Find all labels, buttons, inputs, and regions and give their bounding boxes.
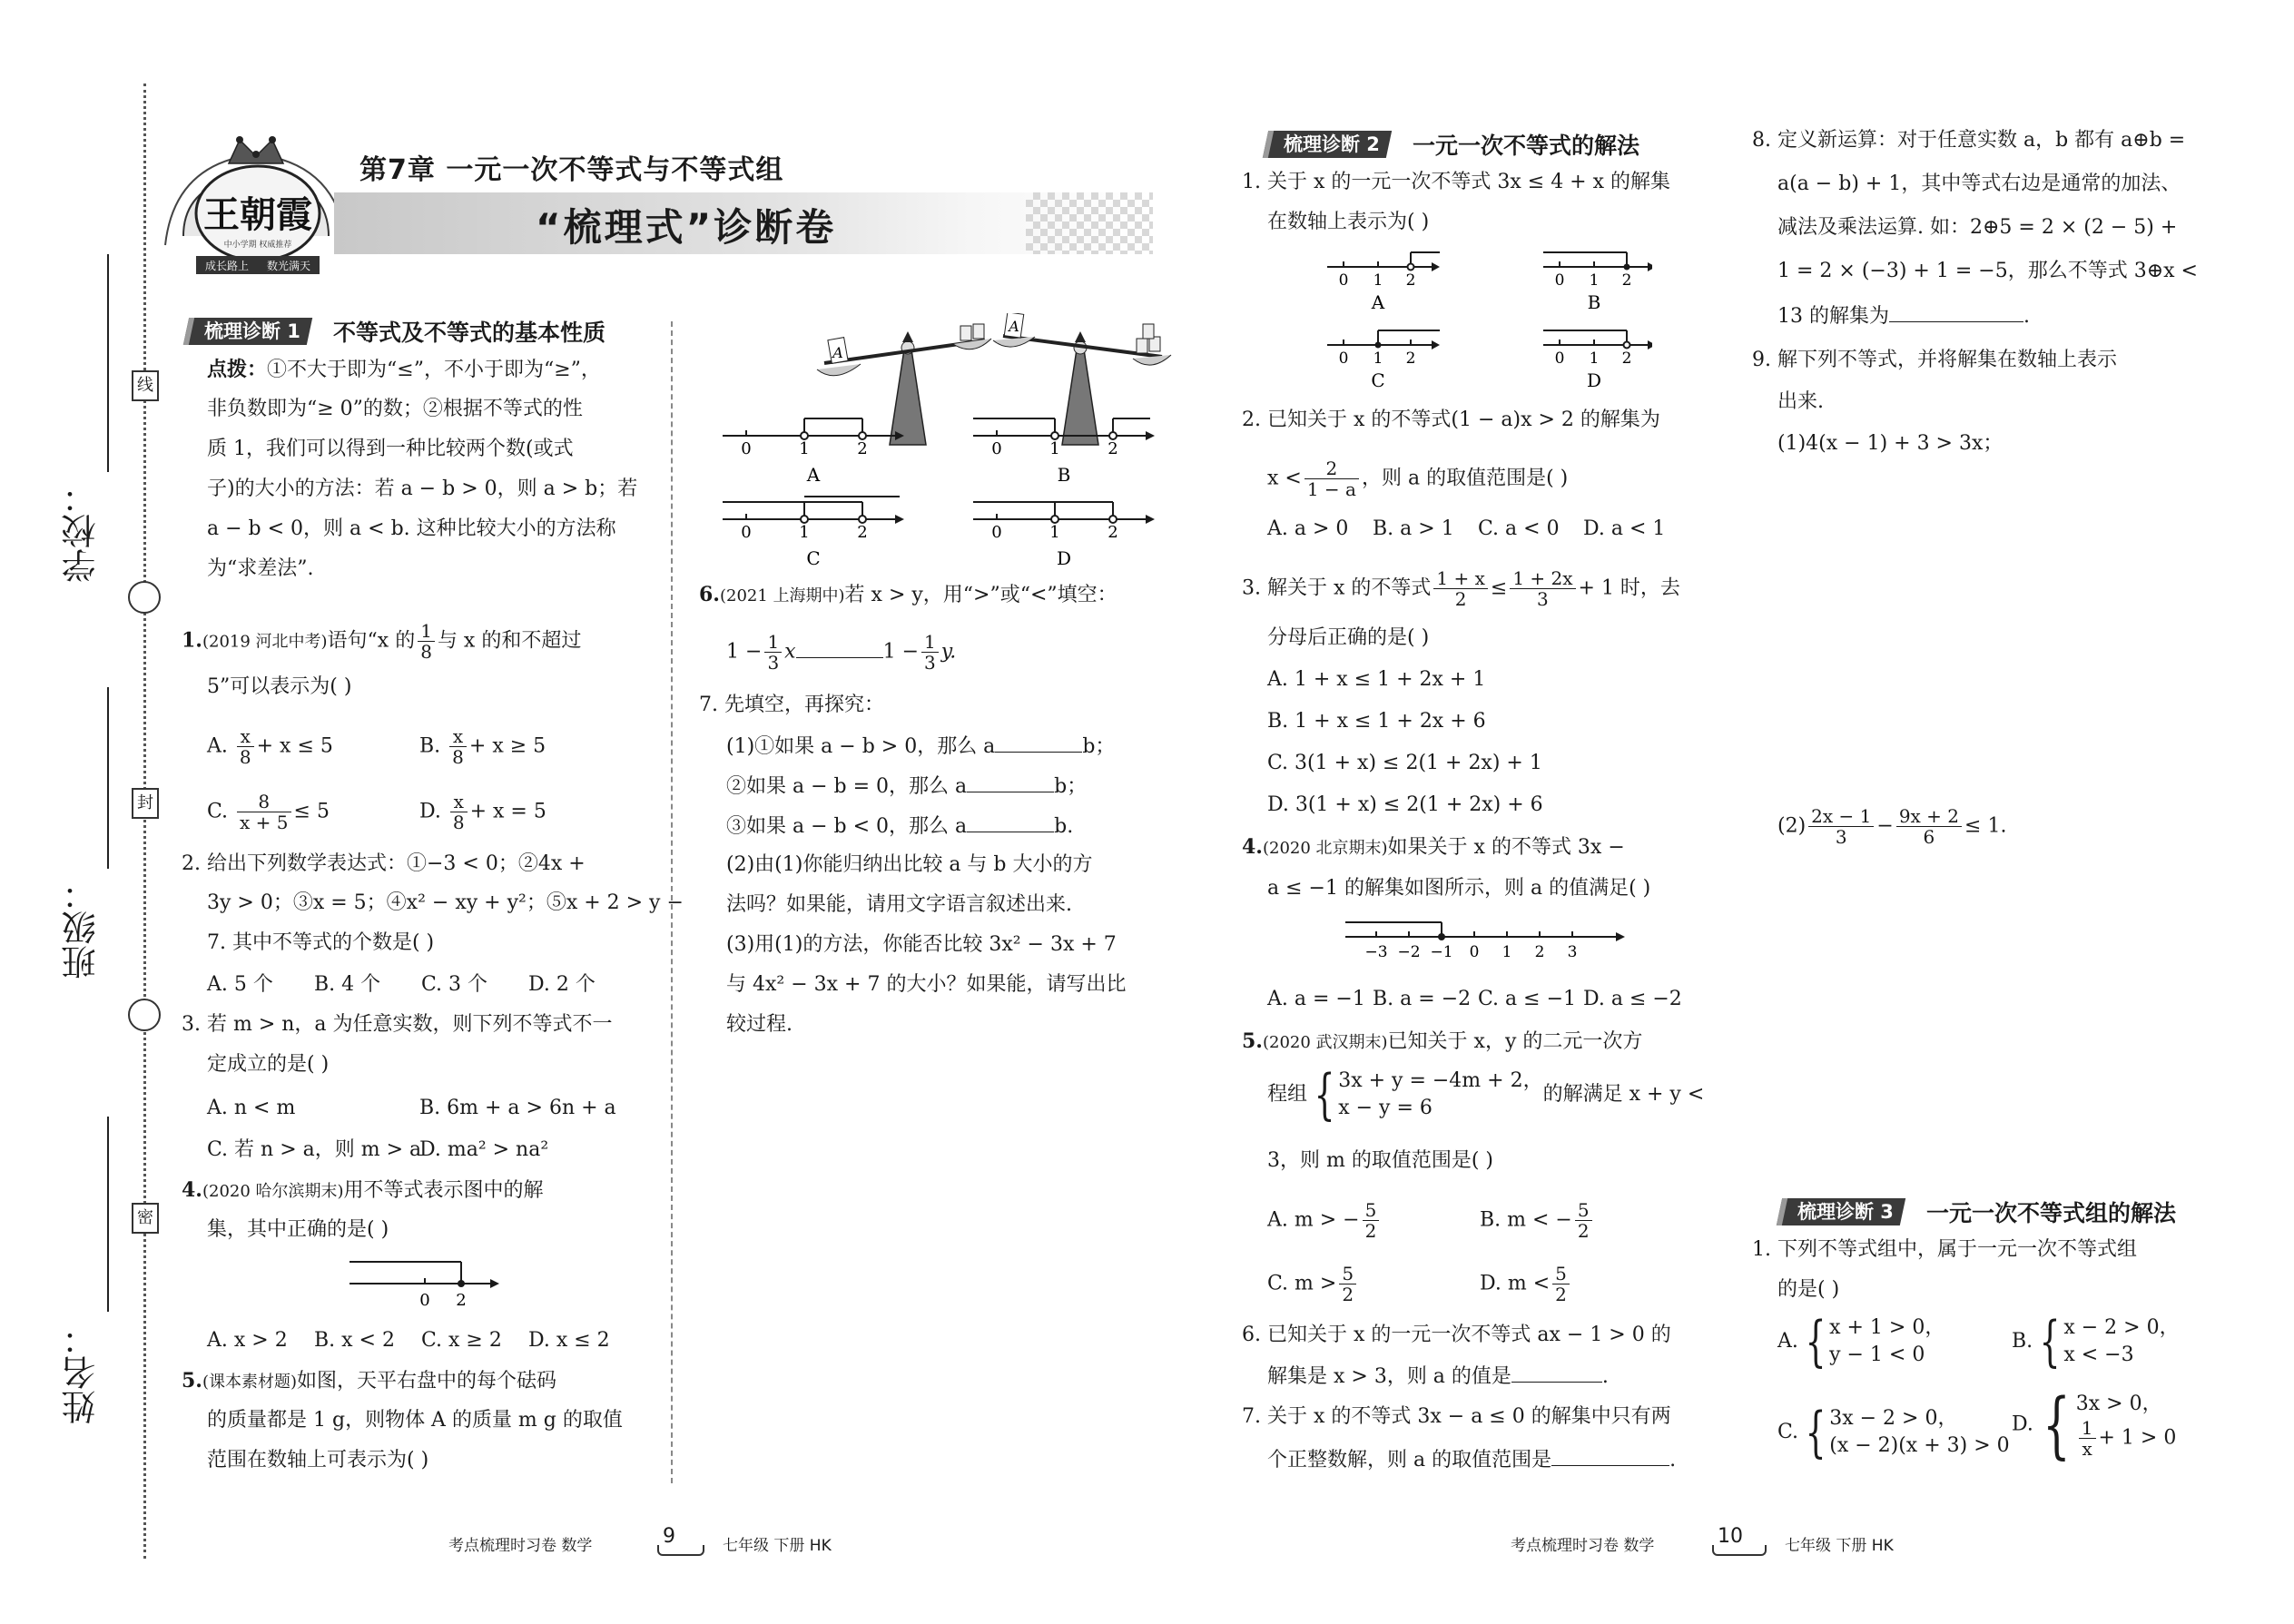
- tip-line-3: 质 1，我们可以得到一种比较两个数(或式: [207, 438, 574, 460]
- tip-line-2: 非负数即为“≥ 0”的数；②根据不等式的性: [207, 398, 583, 420]
- q3-line-2: 定成立的是( ): [207, 1053, 330, 1076]
- s2q4-ticks: [1364, 931, 1577, 961]
- q1-option-d[interactable]: D. $\frac{x}{8}$ + x = 5: [419, 791, 546, 833]
- section-tag-3: 梳理诊断 3: [1797, 1201, 1894, 1223]
- svg-text:0: 0: [741, 439, 752, 458]
- footer-left-page: 9: [663, 1525, 675, 1548]
- section-badge-3: [1779, 1196, 2176, 1227]
- logo-slogan-right: 数光满天: [266, 260, 311, 272]
- svg-text:C: C: [806, 547, 821, 569]
- svg-text:D: D: [1056, 547, 1072, 569]
- q7-line-4: ③如果 a − b < 0，那么 a b.: [726, 812, 1073, 841]
- s2q5-option-a[interactable]: A. m > − $\frac{5}{2}$: [1267, 1200, 1382, 1241]
- svg-text:2: 2: [857, 523, 868, 542]
- q1-line-1: 1.(2019 河北中考)语句“x 的 $\frac{1}{8}$ 与 x 的和不超过: [182, 620, 582, 663]
- q4-option-c[interactable]: C. x ≥ 2: [421, 1329, 502, 1352]
- q3-option-b[interactable]: B. 6m + a > 6n + a: [419, 1097, 616, 1119]
- q7-line-7: (3)用(1)的方法，你能否比较 3x² − 3x + 7: [726, 933, 1117, 956]
- q4-label-0: 0: [419, 1291, 430, 1310]
- q8-line-4: 1 = 2 × (−3) + 1 = −5，那么不等式 3⊕x <: [1777, 260, 2198, 282]
- svg-text:0: 0: [741, 523, 752, 542]
- s2q4-axis-arrow: [1616, 932, 1625, 941]
- s3q1-option-b[interactable]: B. { x − 2 > 0， x < −3: [2012, 1310, 2180, 1373]
- s2q2-option-c[interactable]: C. a < 0: [1478, 517, 1560, 540]
- svg-text:1: 1: [1049, 523, 1060, 542]
- class-label: 班级：: [62, 876, 102, 979]
- s2q4-tick-label: −2: [1397, 943, 1421, 961]
- s2q7-line-2: 个正整数解，则 a 的取值范围是 .: [1267, 1445, 1676, 1474]
- svg-text:0: 0: [991, 523, 1002, 542]
- name-field[interactable]: [107, 1117, 109, 1312]
- q9-part-2: (2) $\frac{2x - 1}{3}$ − $\frac{9x + 2}{6}$ ≤ 1.: [1777, 805, 2007, 848]
- q4-option-b[interactable]: B. x < 2: [314, 1329, 395, 1352]
- s2q6-line-1: 6. 已知关于 x 的一元一次不等式 ax − 1 > 0 的: [1242, 1324, 1671, 1346]
- s2q5-line-3: 3，则 m 的取值范围是( ): [1267, 1149, 1494, 1172]
- svg-text:1: 1: [1373, 271, 1383, 290]
- q8-line-2: a(a − b) + 1，其中等式右边是通常的加法、: [1777, 172, 2181, 195]
- q8-line-1: 8. 定义新运算：对于任意实数 a，b 都有 a⊕b =: [1752, 129, 2186, 152]
- s3q1-line-2: 的是( ): [1777, 1278, 1840, 1301]
- s2q5-option-b[interactable]: B. m < − $\frac{5}{2}$: [1480, 1200, 1595, 1241]
- name-label: 姓名：: [62, 1321, 102, 1424]
- footer-right-grade: 七年级 下册 HK: [1785, 1537, 1894, 1555]
- logo-name: 王朝霞: [203, 193, 312, 236]
- s2q4-line-2: a ≤ −1 的解集如图所示，则 a 的值满足( ): [1267, 877, 1651, 900]
- svg-text:2: 2: [1621, 271, 1632, 290]
- s2q2-line-2: x < $\frac{2}{1 - a}$ ，则 a 的取值范围是( ): [1267, 458, 1569, 500]
- s2q4-line-1: 4.(2020 北京期末)如果关于 x 的不等式 3x −: [1242, 835, 1625, 859]
- binding-mark-feng: 封: [132, 788, 159, 819]
- q1-option-b[interactable]: B. $\frac{x}{8}$ + x ≥ 5: [419, 725, 546, 768]
- s2q1-number-lines: [1325, 245, 1652, 399]
- q7-blank-1[interactable]: [995, 732, 1082, 753]
- logo-tiny: 中小学期 权威推荐: [223, 241, 292, 250]
- s2q3-option-c[interactable]: C. 3(1 + x) ≤ 2(1 + 2x) + 1: [1267, 752, 1542, 774]
- s2q4-option-d[interactable]: D. a ≤ −2: [1583, 988, 1682, 1010]
- weight-label-right: A: [1009, 318, 1019, 335]
- svg-text:D: D: [1586, 369, 1602, 391]
- s2q1-option-a-line[interactable]: [1327, 252, 1440, 313]
- svg-text:1: 1: [1589, 271, 1600, 290]
- s2q4-tick-label: 2: [1534, 943, 1545, 961]
- svg-text:0: 0: [991, 439, 1002, 458]
- s3q1-option-c[interactable]: C. { 3x − 2 > 0， (x − 2)(x + 3) > 0: [1777, 1401, 2010, 1464]
- s2q3-option-b[interactable]: B. 1 + x ≤ 1 + 2x + 6: [1267, 710, 1486, 733]
- school-label: 学校：: [62, 479, 102, 583]
- svg-text:1: 1: [1589, 349, 1600, 368]
- s2q3-line-2: 分母后正确的是( ): [1267, 626, 1430, 649]
- svg-text:A: A: [1371, 291, 1385, 313]
- s2q6-line-2: 解集是 x > 3，则 a 的值是 .: [1267, 1362, 1609, 1391]
- q4-line-1: 4.(2020 哈尔滨期末)用不等式表示图中的解: [182, 1178, 544, 1202]
- svg-text:1: 1: [799, 439, 810, 458]
- q8-line-3: 减法及乘法运算. 如：2⊕5 = 2 × (2 − 5) +: [1777, 216, 2178, 239]
- weight-label-left: A: [832, 344, 843, 361]
- q4-line-2: 集，其中正确的是( ): [207, 1218, 389, 1241]
- s2q2-line-1: 2. 已知关于 x 的不等式(1 − a)x > 2 的解集为: [1242, 408, 1660, 431]
- q5-option-c-line[interactable]: [723, 497, 904, 569]
- s2q7-line-1: 7. 关于 x 的不等式 3x − a ≤ 0 的解集中只有两: [1242, 1405, 1671, 1428]
- s2q5-option-c[interactable]: C. m > $\frac{5}{2}$: [1267, 1264, 1359, 1304]
- class-field[interactable]: [107, 687, 109, 869]
- tip-line-5: a − b < 0，则 a < b. 这种比较大小的方法称: [207, 517, 616, 540]
- s3q1-option-a[interactable]: A. { x + 1 > 0， y − 1 < 0: [1777, 1310, 1945, 1373]
- binding-dotted-line: [143, 84, 146, 1559]
- binding-hole-bottom: [128, 999, 161, 1031]
- q3-line-1: 3. 若 m > n，a 为任意实数，则下列不等式不一: [182, 1013, 613, 1036]
- q3-option-a[interactable]: A. n < m: [207, 1097, 296, 1119]
- q8-line-5: 13 的解集为 .: [1777, 301, 2030, 330]
- q5-line-3: 范围在数轴上可表示为( ): [207, 1449, 429, 1471]
- s2q3-line-1: 3. 解关于 x 的不等式 $\frac{1 + x}{2}$ ≤ $\frac{1 + 2x}{3}$ + 1 时，去: [1242, 567, 1680, 610]
- section-title-2: 一元一次不等式的解法: [1412, 133, 1639, 159]
- footer-right-text: 考点梳理时习卷 数学: [1511, 1537, 1655, 1555]
- q1-option-c[interactable]: C. $\frac{8}{x + 5}$ ≤ 5: [207, 791, 330, 833]
- q7-blank-3[interactable]: [967, 812, 1054, 832]
- section-badge-1: [186, 316, 605, 347]
- q5-line-1: 5.(课本素材题)如图，天平右盘中的每个砝码: [182, 1369, 557, 1393]
- s2q4-option-c[interactable]: C. a ≤ −1: [1478, 988, 1577, 1010]
- q8-answer-blank[interactable]: [1889, 301, 2023, 322]
- svg-text:2: 2: [1621, 349, 1632, 368]
- q7-line-2: (1)①如果 a − b > 0，那么 a b；: [726, 732, 1115, 761]
- school-field[interactable]: [107, 254, 109, 472]
- svg-text:0: 0: [1338, 271, 1349, 290]
- s2q1-line-1: 1. 关于 x 的一元一次不等式 3x ≤ 4 + x 的解集: [1242, 171, 1671, 193]
- column-divider: [671, 321, 673, 1483]
- s2q5-line-1: 5.(2020 武汉期末)已知关于 x，y 的二元一次方: [1242, 1029, 1643, 1053]
- footer-right-page: 10: [1718, 1525, 1743, 1548]
- svg-text:B: B: [1057, 464, 1071, 486]
- q2-line-2: 3y > 0；③x = 5；④x² − xy + y²；⑤x + 2 > y −: [207, 891, 684, 914]
- section-tag-2: 梳理诊断 2: [1284, 133, 1380, 155]
- s2q4-tick-label: 3: [1567, 943, 1578, 961]
- s2q5-option-d[interactable]: D. m < $\frac{5}{2}$: [1480, 1264, 1572, 1304]
- footer-left-text: 考点梳理时习卷 数学: [448, 1537, 593, 1555]
- q7-line-1: 7. 先填空，再探究：: [699, 694, 884, 716]
- page-title: “梳理式”诊断卷: [536, 205, 837, 250]
- q1-option-a[interactable]: A. $\frac{x}{8}$ + x ≤ 5: [207, 725, 333, 768]
- s3q1-option-d[interactable]: D. { 3x > 0， $\frac{1}{x}$ + 1 > 0: [2012, 1382, 2177, 1467]
- q9-line-1: 9. 解下列不等式，并将解集在数轴上表示: [1752, 349, 2117, 371]
- q5-line-2: 的质量都是 1 g，则物体 A 的质量 m g 的取值: [207, 1409, 623, 1432]
- s2q2-option-a[interactable]: A. a > 0: [1267, 517, 1349, 540]
- svg-text:0: 0: [1554, 349, 1565, 368]
- q6-line-1: 6.(2021 上海期中)若 x > y，用“>”或“<”填空：: [699, 583, 1117, 606]
- s2q1-line-2: 在数轴上表示为( ): [1267, 211, 1430, 233]
- section-title-1: 不等式及不等式的基本性质: [332, 320, 605, 346]
- svg-text:1: 1: [1049, 439, 1060, 458]
- q5-number-lines: [714, 413, 1177, 572]
- s2q4-tick-label: 1: [1501, 943, 1512, 961]
- s2q1-option-b-line[interactable]: [1543, 252, 1652, 313]
- q7-line-6: 法吗？如果能，请用文字语言叙述出来.: [726, 893, 1072, 916]
- chapter-title: 第7章 一元一次不等式与不等式组: [359, 154, 784, 186]
- q4-option-d[interactable]: D. x ≤ 2: [528, 1329, 610, 1352]
- q4-solid-dot: [458, 1280, 465, 1287]
- binding-hole-top: [128, 581, 161, 614]
- svg-text:0: 0: [1554, 271, 1565, 290]
- svg-text:1: 1: [799, 523, 810, 542]
- s2q4-tick-label: −1: [1430, 943, 1453, 961]
- tip-line-6: 为“求差法”.: [207, 557, 314, 580]
- q7-line-8: 与 4x² − 3x + 7 的大小？如果能，请写出比: [726, 973, 1127, 996]
- q9-line-2: 出来.: [1777, 390, 1824, 413]
- svg-text:2: 2: [1108, 439, 1118, 458]
- svg-text:2: 2: [1108, 523, 1118, 542]
- q6-line-2: 1 − $\frac{1}{3}$ x 1 − $\frac{1}{3}$ y.: [726, 631, 957, 674]
- s2q1-option-c-line[interactable]: [1327, 330, 1440, 391]
- s2q3-option-a[interactable]: A. 1 + x ≤ 1 + 2x + 1: [1267, 668, 1486, 691]
- s2q5-line-2: 程组 { 3x + y = −4m + 2， x − y = 6 的解满足 x + y <: [1267, 1063, 1705, 1127]
- logo-slogan-left: 成长路上: [204, 260, 250, 272]
- q7-line-9: 较过程.: [726, 1013, 793, 1036]
- svg-text:1: 1: [1373, 349, 1383, 368]
- section-badge-2: [1265, 129, 1639, 160]
- section-tag-1: 梳理诊断 1: [204, 320, 300, 342]
- svg-text:A: A: [806, 464, 821, 486]
- s2q2-option-b[interactable]: B. a > 1: [1373, 517, 1454, 540]
- s2q4-option-a[interactable]: A. a = −1: [1267, 988, 1365, 1010]
- q4-number-line: [345, 1258, 508, 1313]
- s2q4-number-line: [1342, 917, 1641, 971]
- q4-label-2: 2: [456, 1291, 467, 1310]
- q5-option-a-line[interactable]: [723, 418, 904, 486]
- q4-option-a[interactable]: A. x > 2: [207, 1329, 288, 1352]
- s2q1-option-d-line[interactable]: [1543, 330, 1652, 391]
- s2q7-answer-blank[interactable]: [1551, 1445, 1669, 1466]
- q2-option-c[interactable]: C. 3 个: [421, 973, 488, 996]
- s2q4-option-b[interactable]: B. a = −2: [1373, 988, 1472, 1010]
- q5-option-d-line[interactable]: [973, 502, 1155, 569]
- svg-text:2: 2: [1405, 349, 1416, 368]
- footer-left-grade: 七年级 下册 HK: [723, 1537, 832, 1555]
- tip-line-1: 点拨：①不大于即为“≤”，不小于即为“≥”，: [207, 358, 601, 381]
- s2q2-option-d[interactable]: D. a < 1: [1583, 517, 1666, 540]
- q7-blank-2[interactable]: [967, 772, 1054, 792]
- q6-answer-blank[interactable]: [796, 637, 883, 658]
- brand-logo: [156, 127, 356, 281]
- svg-text:C: C: [1371, 369, 1385, 391]
- binding-mark-mi: 密: [132, 1203, 159, 1234]
- banner-pattern: [1026, 192, 1153, 254]
- q2-line-3: 7. 其中不等式的个数是( ): [207, 931, 435, 954]
- svg-text:B: B: [1587, 291, 1601, 313]
- q4-axis-arrow: [490, 1279, 499, 1288]
- q2-line-1: 2. 给出下列数学表达式：①−3 < 0；②4x +: [182, 852, 586, 875]
- svg-text:2: 2: [857, 439, 868, 458]
- q5-option-b-line[interactable]: [973, 418, 1155, 486]
- q2-option-b[interactable]: B. 4 个: [314, 973, 381, 996]
- s3q1-line-1: 1. 下列不等式组中，属于一元一次不等式组: [1752, 1238, 2137, 1261]
- q7-line-5: (2)由(1)你能归纳出比较 a 与 b 大小的方: [726, 853, 1093, 876]
- q3-option-c[interactable]: C. 若 n > a，则 m > a: [207, 1138, 422, 1161]
- svg-text:2: 2: [1405, 271, 1416, 290]
- binding-mark-xian: 线: [132, 370, 159, 401]
- q1-line-2: 5”可以表示为( ): [207, 675, 352, 698]
- section-title-3: 一元一次不等式组的解法: [1925, 1200, 2176, 1226]
- s2q6-answer-blank[interactable]: [1511, 1362, 1602, 1383]
- s2q3-option-d[interactable]: D. 3(1 + x) ≤ 2(1 + 2x) + 6: [1267, 793, 1543, 816]
- q7-line-3: ②如果 a − b = 0，那么 a b；: [726, 772, 1087, 801]
- q3-option-d[interactable]: D. ma² > na²: [419, 1138, 549, 1161]
- s2q4-tick-label: 0: [1469, 943, 1480, 961]
- s2q4-tick-label: −3: [1364, 943, 1388, 961]
- q2-option-d[interactable]: D. 2 个: [528, 973, 596, 996]
- crown-icon: [229, 136, 283, 163]
- svg-text:0: 0: [1338, 349, 1349, 368]
- q9-part-1: (1)4(x − 1) + 3 > 3x；: [1777, 432, 2004, 455]
- q2-option-a[interactable]: A. 5 个: [207, 973, 273, 996]
- tip-line-4: 子)的大小的方法：若 a − b > 0，则 a > b；若: [207, 477, 638, 500]
